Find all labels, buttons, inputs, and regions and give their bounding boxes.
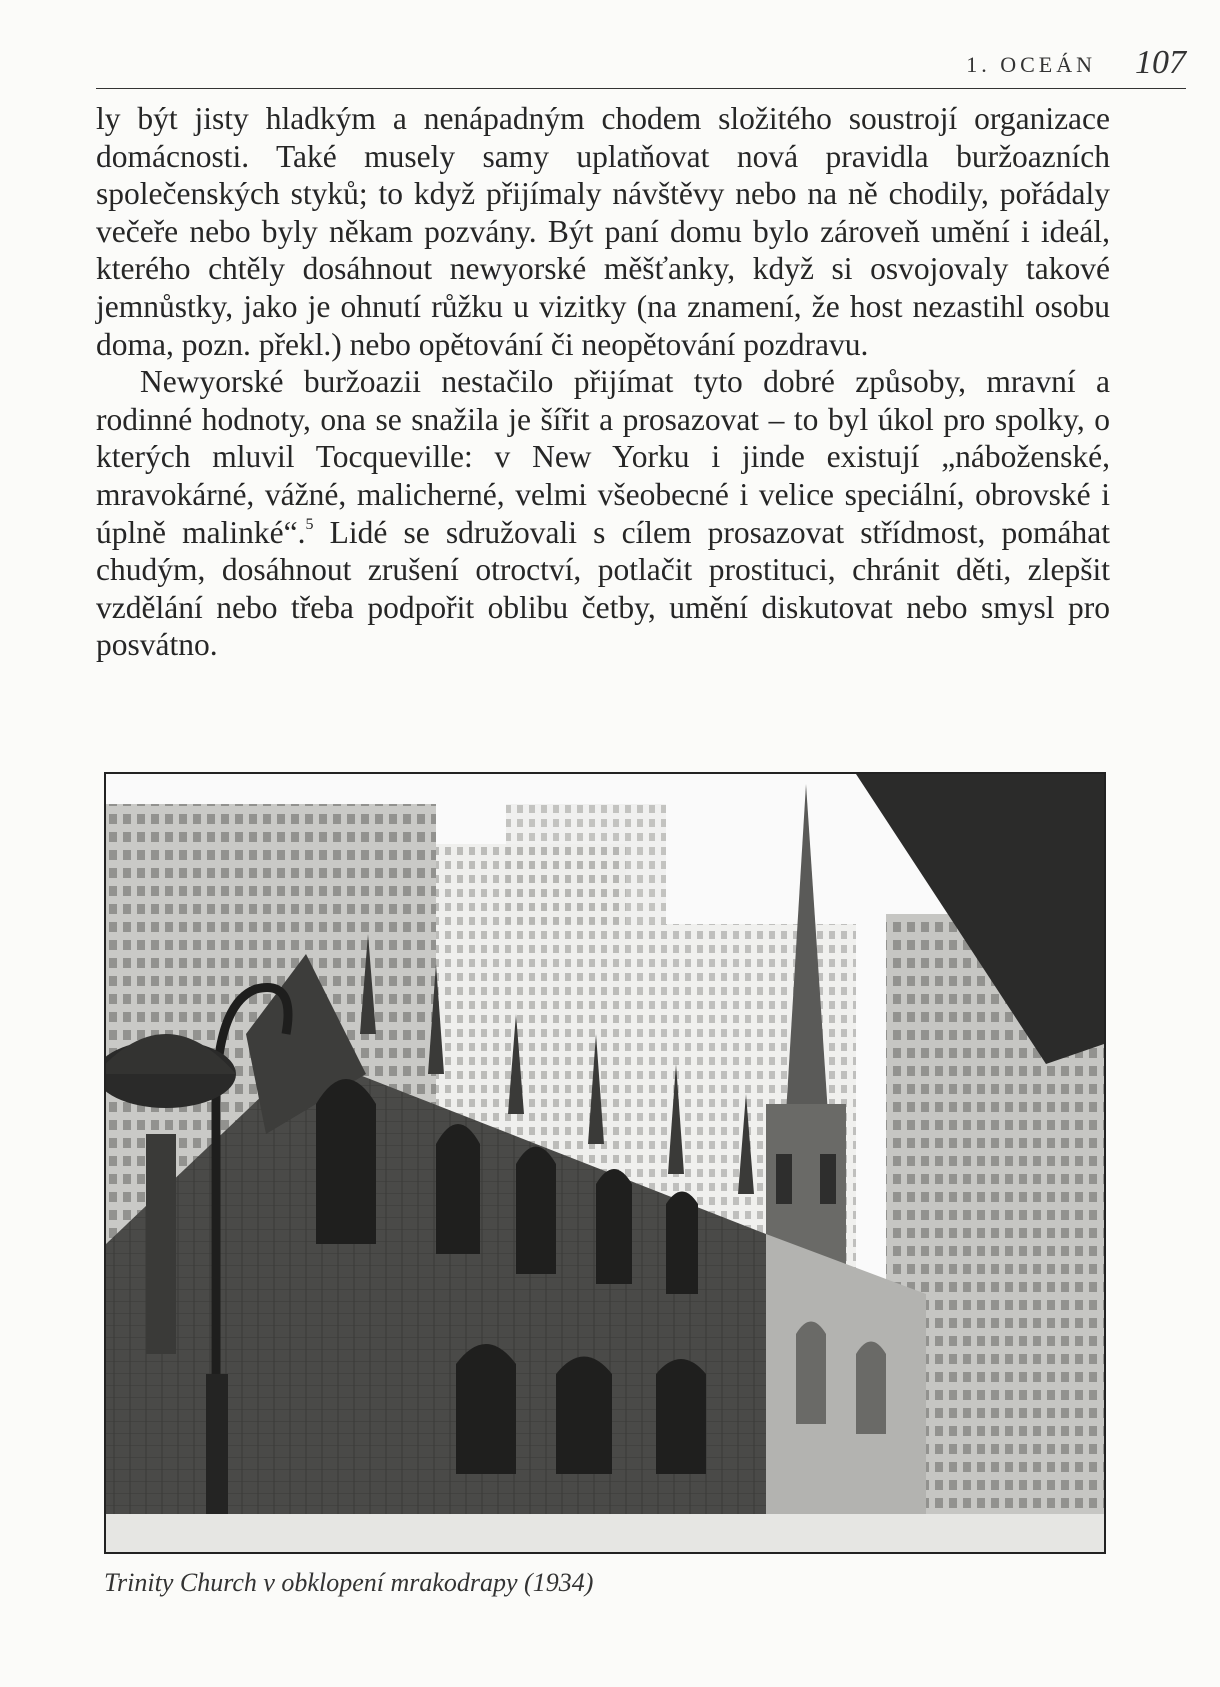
paragraph-2-text-before-note: Newyorské buržoazii nestačilo přijímat tyto dobré způsoby, mravní a rodinné hodnoty, ona se snažila je šířit a prosazovat – to byl úkol pro spolky, o kterých mluvil Tocqueville: v New Yorku i jinde existují „náboženské, mravokárné, vážné, malicherné, velmi všeobecné i velice speciální, obrovské i úplně malinké“. <box>96 364 1110 550</box>
footnote-marker: 5 <box>305 515 314 533</box>
figure-caption: Trinity Church v obklopení mrakodrapy (1934) <box>104 1568 594 1597</box>
body-text <box>96 100 1110 664</box>
church-photograph <box>104 772 1106 1554</box>
paragraph-1: ly být jisty hladkým a nenápadným chodem složitého soustrojí organizace domácnosti. Také musely samy uplatňovat nová pravidla buržoazních společenských styků; to když přijímaly návštěvy nebo na ně chodily, pořádaly večeře nebo byly někam pozvány. Být paní domu bylo zároveň umění i ideál, kterého chtěly dosáhnout newyorské měšťanky, když si osvojovaly takové jemnůstky, jako je ohnutí růžku u vizitky (na znamení, že host nezastihl osobu doma, pozn. překl.) nebo opětování či neopětování pozdravu. <box>96 101 1110 362</box>
paragraph-2-text-after-note: Lidé se sdružovali s cílem prosazovat střídmost, pomáhat chudým, dosáhnout zrušení otroctví, potlačit prostituci, chránit děti, zlepšit vzdělání nebo třeba podpořit oblibu četby, umění diskutovat nebo smysl pro posvátno. <box>96 514 1111 663</box>
chapter-title: 1. OCEÁN <box>966 52 1096 77</box>
running-header <box>96 44 1186 89</box>
page-number: 107 <box>1135 44 1186 81</box>
photo-illustration <box>106 774 1104 1552</box>
paragraph-2 <box>96 363 1110 664</box>
